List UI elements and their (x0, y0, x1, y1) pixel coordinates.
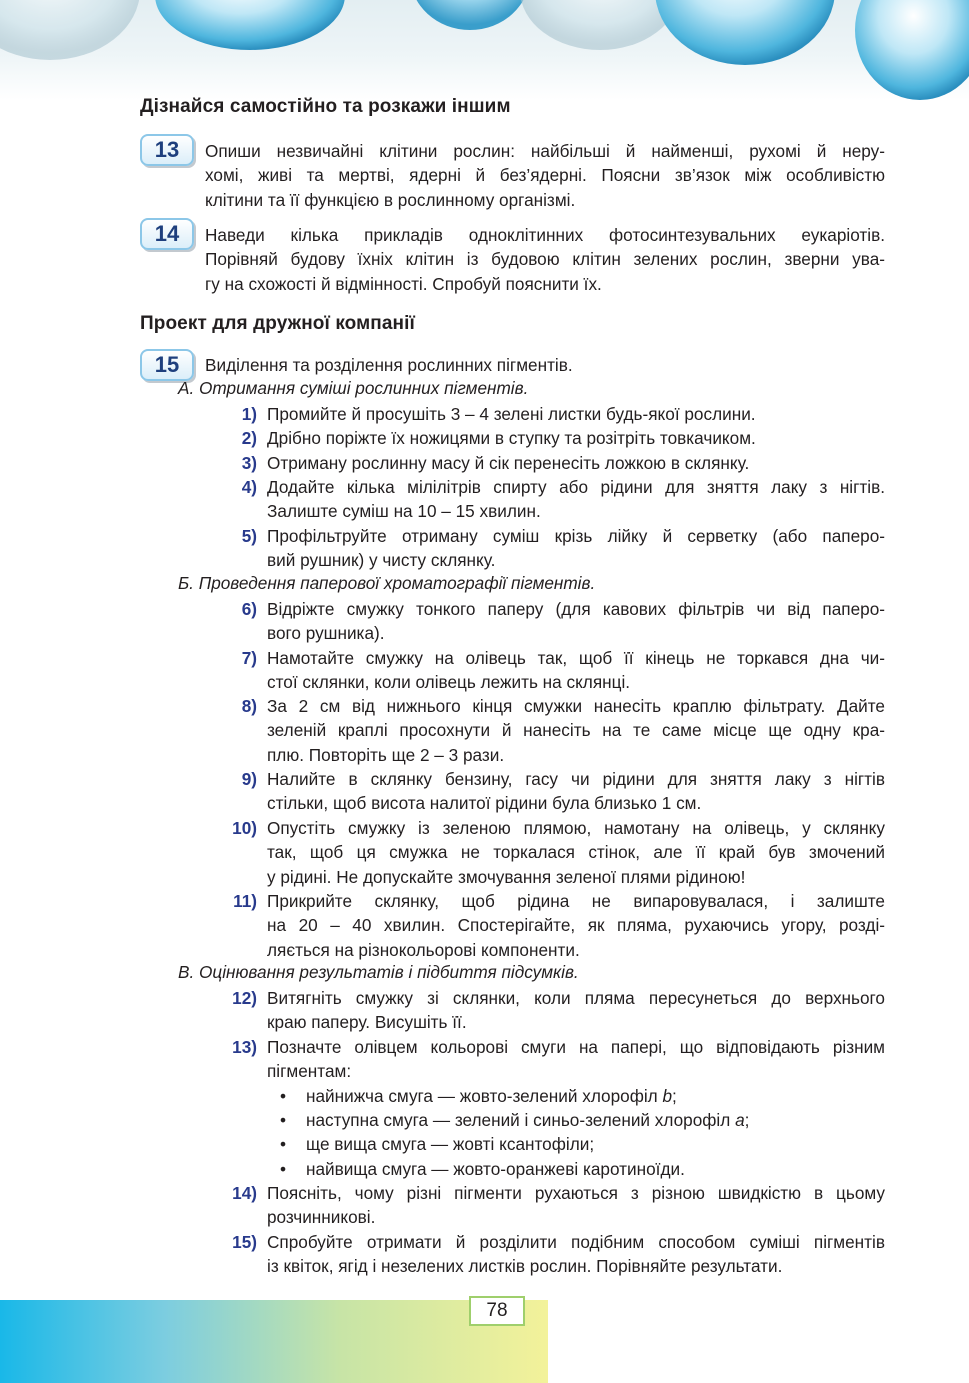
part-c-heading: В. Оцінювання результатів і підбиття підсумків. (178, 962, 579, 982)
step-text (267, 1230, 885, 1279)
section-heading-project: Проект для дружної компанії (140, 313, 415, 334)
text-line: зеленій краплі просохнути й нанесіть на те саме місце ще одну кра- (267, 720, 885, 741)
step-number: 4) (241, 477, 257, 497)
bullet-text: найвища смуга — жовто-оранжеві каротиноїди. (306, 1159, 685, 1179)
step-number: 1) (241, 404, 257, 424)
bullet-icon: • (280, 1134, 287, 1154)
text-line: Наведи кілька прикладів одноклітинних фотосинтезувальних еукаріотів. (205, 225, 885, 245)
step-text (267, 767, 885, 816)
step-number: 8) (241, 696, 257, 716)
step-text (267, 524, 885, 573)
text-line: Позначте олівцем кольорові смуги на папері, що відповідають різним (267, 1037, 885, 1057)
task-14-text (205, 223, 885, 296)
text-line: Прикрийте склянку, щоб рідина не випаровувалася, і залиште (267, 891, 885, 911)
task-15-title: Виділення та розділення рослинних пігментів. (205, 355, 573, 375)
text-line: Отриману рослинну масу й сік перенесіть ложкою в склянку. (267, 453, 750, 473)
text-line: на 20 – 40 хвилин. Спостерігайте, як пляма, рухаючись угору, розді- (267, 915, 885, 936)
part-b-heading: Б. Проведення паперової хроматографії пігментів. (178, 573, 596, 593)
step-text (267, 694, 885, 767)
text-line: Спробуйте отримати й розділити подібним способом суміші пігментів (267, 1232, 885, 1252)
text-line: Залиште суміш на 10 – 15 хвилин. (267, 501, 541, 522)
text-line: із квіток, ягід і незелених листків рослин. Порівняйте результати. (267, 1256, 783, 1277)
text-line: Намотайте смужку на олівець так, щоб її кінець не торкався дна чи- (267, 648, 885, 668)
text-line: Промийте й просушіть 3 – 4 зелені листки будь-якої рослини. (267, 404, 756, 424)
step-text (267, 889, 885, 962)
text-line: так, щоб ця смужка не торкалася стінок, але її край був змочений (267, 842, 885, 863)
step-text (267, 1181, 885, 1230)
text-line: вий рушник) у чисту склянку. (267, 550, 496, 571)
text-line: розчинникові. (267, 1207, 376, 1228)
step-number: 12) (232, 988, 257, 1008)
text-line: гу на схожості й відмінності. Спробуй пояснити їх. (205, 273, 602, 294)
text-line: Поясніть, чому різні пігменти рухаються з різною швидкістю в цьому (267, 1183, 885, 1203)
text-line: Опиши незвичайні клітини рослин: найбільші й найменші, рухомі й неру- (205, 141, 885, 161)
step-number: 5) (241, 526, 257, 546)
text-line: Витягніть смужку зі склянки, коли пляма пересунеться до верхнього (267, 988, 885, 1008)
text-line: краю паперу. Висушіть її. (267, 1012, 467, 1033)
text-line: клітини та її функцією в рослинному організмі. (205, 189, 576, 210)
step-number: 2) (241, 428, 257, 448)
step-number: 15) (232, 1232, 257, 1252)
text-line: Дрібно поріжте їх ножицями в ступку та розітріть товкачиком. (267, 428, 756, 448)
step-text (267, 597, 885, 646)
step-number: 9) (241, 769, 257, 789)
bullet-icon: • (280, 1086, 287, 1106)
step-text (267, 475, 885, 524)
text-line: Налийте в склянку бензину, гасу чи рідини для зняття лаку з нігтів (267, 769, 885, 789)
step-text (267, 986, 885, 1035)
text-line: пігментам: (267, 1061, 352, 1082)
text-line: плю. Повторіть ще 2 – 3 рази. (267, 744, 505, 765)
step-number: 7) (241, 648, 257, 668)
step-text (267, 816, 885, 889)
section-heading-self-study: Дізнайся самостійно та розкажи іншим (140, 96, 511, 117)
text-line: Додайте кілька мілілітрів спирту або рідини для зняття лаку з нігтів. (267, 477, 885, 497)
text-line: Порівняй будову їхніх клітин із будовою клітин зелених рослин, зверни ува- (205, 249, 885, 270)
task-number-badge: 14 (140, 218, 194, 250)
text-line: стільки, щоб висота налитої рідини була близько 1 см. (267, 793, 702, 814)
step-text (267, 451, 885, 475)
text-line: ляється на різнокольорові компоненти. (267, 939, 580, 960)
task-number-badge: 13 (140, 134, 194, 166)
step-text (267, 426, 885, 450)
text-line: Опустіть смужку із зеленою плямою, намотану на олівець, у склянку (267, 818, 885, 838)
text-line: За 2 см від нижнього кінця смужки нанесіть краплю фільтрату. Дайте (267, 696, 885, 716)
bullet-text: наступна смуга — зелений і синьо-зелений хлорофіл a; (306, 1110, 750, 1130)
step-number: 14) (232, 1183, 257, 1203)
text-line: Відріжте смужку тонкого паперу (для кавових фільтрів чи від паперо- (267, 599, 885, 619)
bullet-icon: • (280, 1159, 287, 1179)
page-number: 78 (469, 1296, 525, 1326)
text-line: Профільтруйте отриману суміш крізь лійку й серветку (або паперо- (267, 526, 885, 546)
text-line: стої склянки, коли олівець лежить на склянці. (267, 672, 631, 693)
step-number: 3) (241, 453, 257, 473)
bullet-text: ще вища смуга — жовті ксантофіли; (306, 1134, 595, 1154)
part-a-heading: А. Отримання суміші рослинних пігментів. (178, 378, 529, 398)
step-number: 13) (232, 1037, 257, 1057)
footer-gradient-band (0, 1300, 548, 1383)
step-text (267, 646, 885, 695)
step-number: 10) (232, 818, 257, 838)
task-13-text (205, 139, 885, 212)
step-text (267, 402, 885, 426)
step-text (267, 1035, 885, 1084)
step-number: 6) (241, 599, 257, 619)
step-number: 11) (233, 891, 257, 911)
bullet-text: найнижча смуга — жовто-зелений хлорофіл b; (306, 1086, 677, 1106)
text-line: хомі, живі та мертві, ядерні й без’ядерні. Поясни зв’язок між особливістю (205, 165, 885, 186)
bullet-icon: • (280, 1110, 287, 1130)
text-line: вого рушника). (267, 623, 385, 644)
task-number-badge: 15 (140, 349, 194, 381)
text-line: у рідині. Не допускайте змочування зеленої плями рідиною! (267, 866, 746, 887)
